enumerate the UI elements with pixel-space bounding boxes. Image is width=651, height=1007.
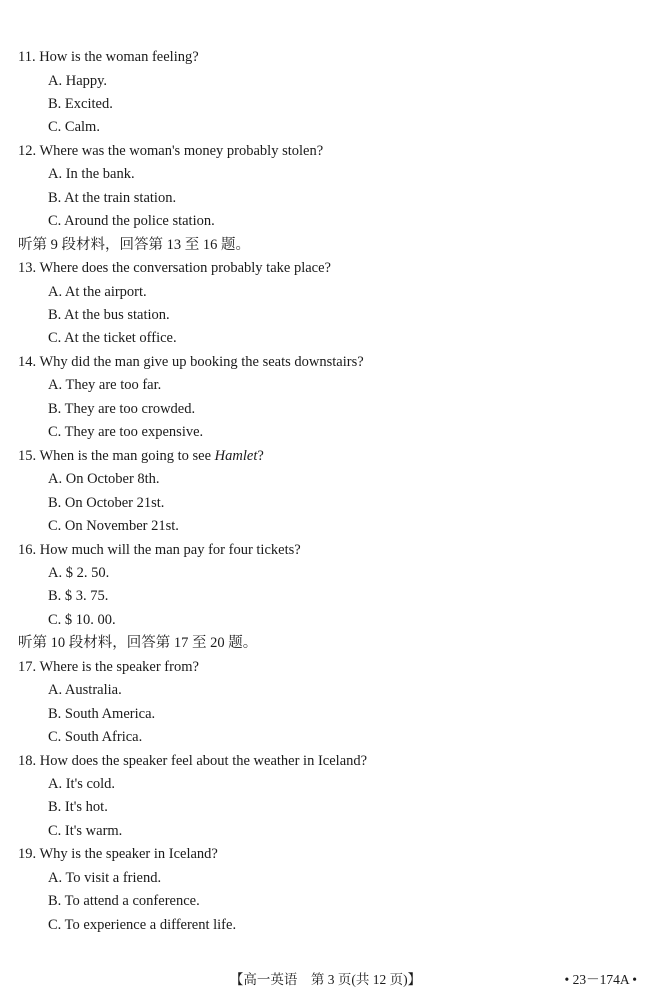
section-instruction: 听第 10 段材料，回答第 17 至 20 题。 [18, 635, 258, 652]
answer-option: A. At the airport. [48, 283, 147, 300]
question-text: 11. How is the woman feeling? [18, 49, 199, 65]
question-text: 18. How does the speaker feel about the weather in Iceland? [18, 752, 368, 769]
question-text: 19. Why is the speaker in Iceland? [18, 846, 218, 863]
answer-option: A. To visit a friend. [48, 869, 162, 886]
answer-option: C. Around the police station. [48, 213, 215, 230]
answer-option: C. At the ticket office. [48, 330, 177, 347]
answer-option: B. Excited. [48, 95, 113, 112]
answer-option: A. In the bank. [48, 166, 135, 183]
answer-option: B. $ 3. 75. [48, 588, 109, 605]
answer-option: B. They are too crowded. [48, 400, 196, 417]
question-text [18, 447, 264, 465]
question-text: 13. Where does the conversation probably take place? [18, 260, 331, 276]
answer-option: A. $ 2. 50. [48, 564, 110, 581]
question-text-part: 15. When is the man going to see [18, 447, 215, 464]
answer-option: B. At the train station. [48, 189, 177, 206]
question-text: 17. Where is the speaker from? [18, 658, 199, 675]
answer-option: B. At the bus station. [48, 306, 170, 323]
exam-code: • 23－174A • [564, 972, 637, 987]
answer-option: C. South Africa. [48, 729, 143, 745]
answer-option: A. On October 8th. [48, 471, 160, 488]
answer-option: B. To attend a conference. [48, 893, 200, 910]
answer-option: C. $ 10. 00. [48, 611, 116, 628]
answer-option: C. To experience a different life. [48, 916, 237, 933]
answer-option: B. On October 21st. [48, 494, 165, 511]
answer-option: B. South America. [48, 705, 156, 722]
question-text: 14. Why did the man give up booking the seats downstairs? [18, 353, 364, 370]
section-instruction: 听第 9 段材料，回答第 13 至 16 题。 [18, 236, 250, 253]
title-italic: Hamlet [214, 447, 258, 464]
answer-option: A. Australia. [48, 682, 122, 699]
page-footer: 【高一英语 第 3 页(共 12 页)】 [229, 972, 422, 987]
answer-option: C. It's warm. [48, 822, 123, 839]
answer-option: A. Happy. [48, 72, 108, 89]
question-text-part: ? [257, 447, 264, 464]
answer-option: B. It's hot. [48, 799, 108, 816]
answer-option: C. Calm. [48, 119, 100, 136]
answer-option: A. They are too far. [48, 377, 162, 394]
answer-option: A. It's cold. [48, 775, 116, 792]
answer-option: C. They are too expensive. [48, 424, 204, 441]
question-text: 16. How much will the man pay for four tickets? [18, 541, 301, 558]
answer-option: C. On November 21st. [48, 518, 179, 534]
question-text: 12. Where was the woman's money probably stolen? [18, 142, 324, 159]
